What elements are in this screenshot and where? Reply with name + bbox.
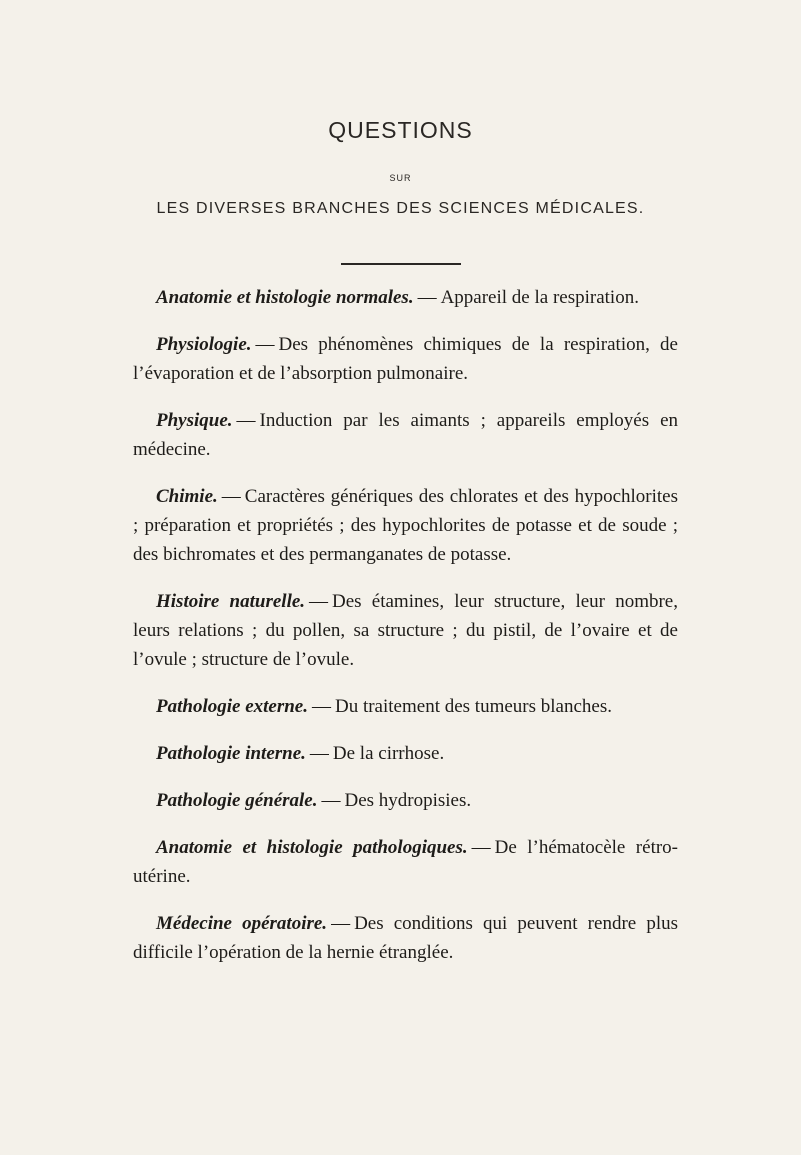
question-text: De la cirrhose. bbox=[332, 743, 445, 764]
question-subject: Physique. bbox=[156, 410, 233, 431]
question-text: Des phénomènes chimiques de la respiration, de l’évaporation et de l’absorption pulmonaire. bbox=[133, 334, 678, 384]
em-dash: — bbox=[221, 486, 241, 507]
em-dash: — bbox=[321, 790, 341, 811]
question-subject: Pathologie externe. bbox=[156, 696, 308, 717]
question-text: Du traitement des tumeurs blanches. bbox=[334, 696, 612, 717]
section-divider bbox=[341, 263, 461, 265]
question-entry-anatomie-pathologique bbox=[133, 833, 678, 891]
questions-list bbox=[133, 283, 678, 985]
question-subject: Histoire naturelle. bbox=[156, 591, 306, 612]
question-entry-histoire-naturelle bbox=[133, 587, 678, 674]
question-entry-physiologie bbox=[133, 330, 678, 388]
question-subject: Anatomie et histologie normales. bbox=[156, 287, 414, 308]
question-text: Induction par les aimants ; appareils employés en médecine. bbox=[133, 410, 678, 460]
em-dash: — bbox=[309, 591, 329, 612]
question-entry-physique bbox=[133, 406, 678, 464]
question-text: Des hydropisies. bbox=[344, 790, 472, 811]
em-dash: — bbox=[471, 837, 491, 858]
question-entry-anatomie bbox=[133, 283, 678, 312]
question-text: Caractères génériques des chlorates et des hypochlorites ; préparation et propriétés ; des hypochlorites de potasse et de soude ; des bichromates et des permanganates de potasse. bbox=[133, 486, 678, 565]
question-subject: Pathologie interne. bbox=[156, 743, 306, 764]
em-dash: — bbox=[417, 287, 437, 308]
question-subject: Chimie. bbox=[156, 486, 218, 507]
question-entry-pathologie-generale bbox=[133, 786, 678, 815]
page-subtitle: LES DIVERSES BRANCHES DES SCIENCES MÉDICALES. bbox=[156, 200, 645, 217]
question-entry-medecine-operatoire bbox=[133, 909, 678, 967]
question-text: Appareil de la respiration. bbox=[440, 287, 639, 308]
title-connector: SUR bbox=[389, 173, 412, 183]
question-subject: Médecine opératoire. bbox=[156, 913, 328, 934]
em-dash: — bbox=[311, 696, 331, 717]
question-entry-chimie bbox=[133, 482, 678, 569]
page-title: QUESTIONS bbox=[328, 117, 473, 143]
em-dash: — bbox=[331, 913, 351, 934]
question-text: De l’hématocèle rétro-utérine. bbox=[133, 837, 678, 887]
question-entry-pathologie-interne bbox=[133, 739, 678, 768]
question-entry-pathologie-externe bbox=[133, 692, 678, 721]
question-text: Des étamines, leur structure, leur nombre, leurs relations ; du pollen, sa structure ; du pistil, de l’ovaire et de l’ovule ; structure de l’ovule. bbox=[133, 591, 678, 670]
question-subject: Pathologie générale. bbox=[156, 790, 318, 811]
em-dash: — bbox=[309, 743, 329, 764]
question-subject: Anatomie et histologie pathologiques. bbox=[156, 837, 468, 858]
question-text: Des conditions qui peuvent rendre plus difficile l’opération de la hernie étranglée. bbox=[133, 913, 678, 963]
em-dash: — bbox=[255, 334, 275, 355]
question-subject: Physiologie. bbox=[156, 334, 252, 355]
em-dash: — bbox=[236, 410, 256, 431]
